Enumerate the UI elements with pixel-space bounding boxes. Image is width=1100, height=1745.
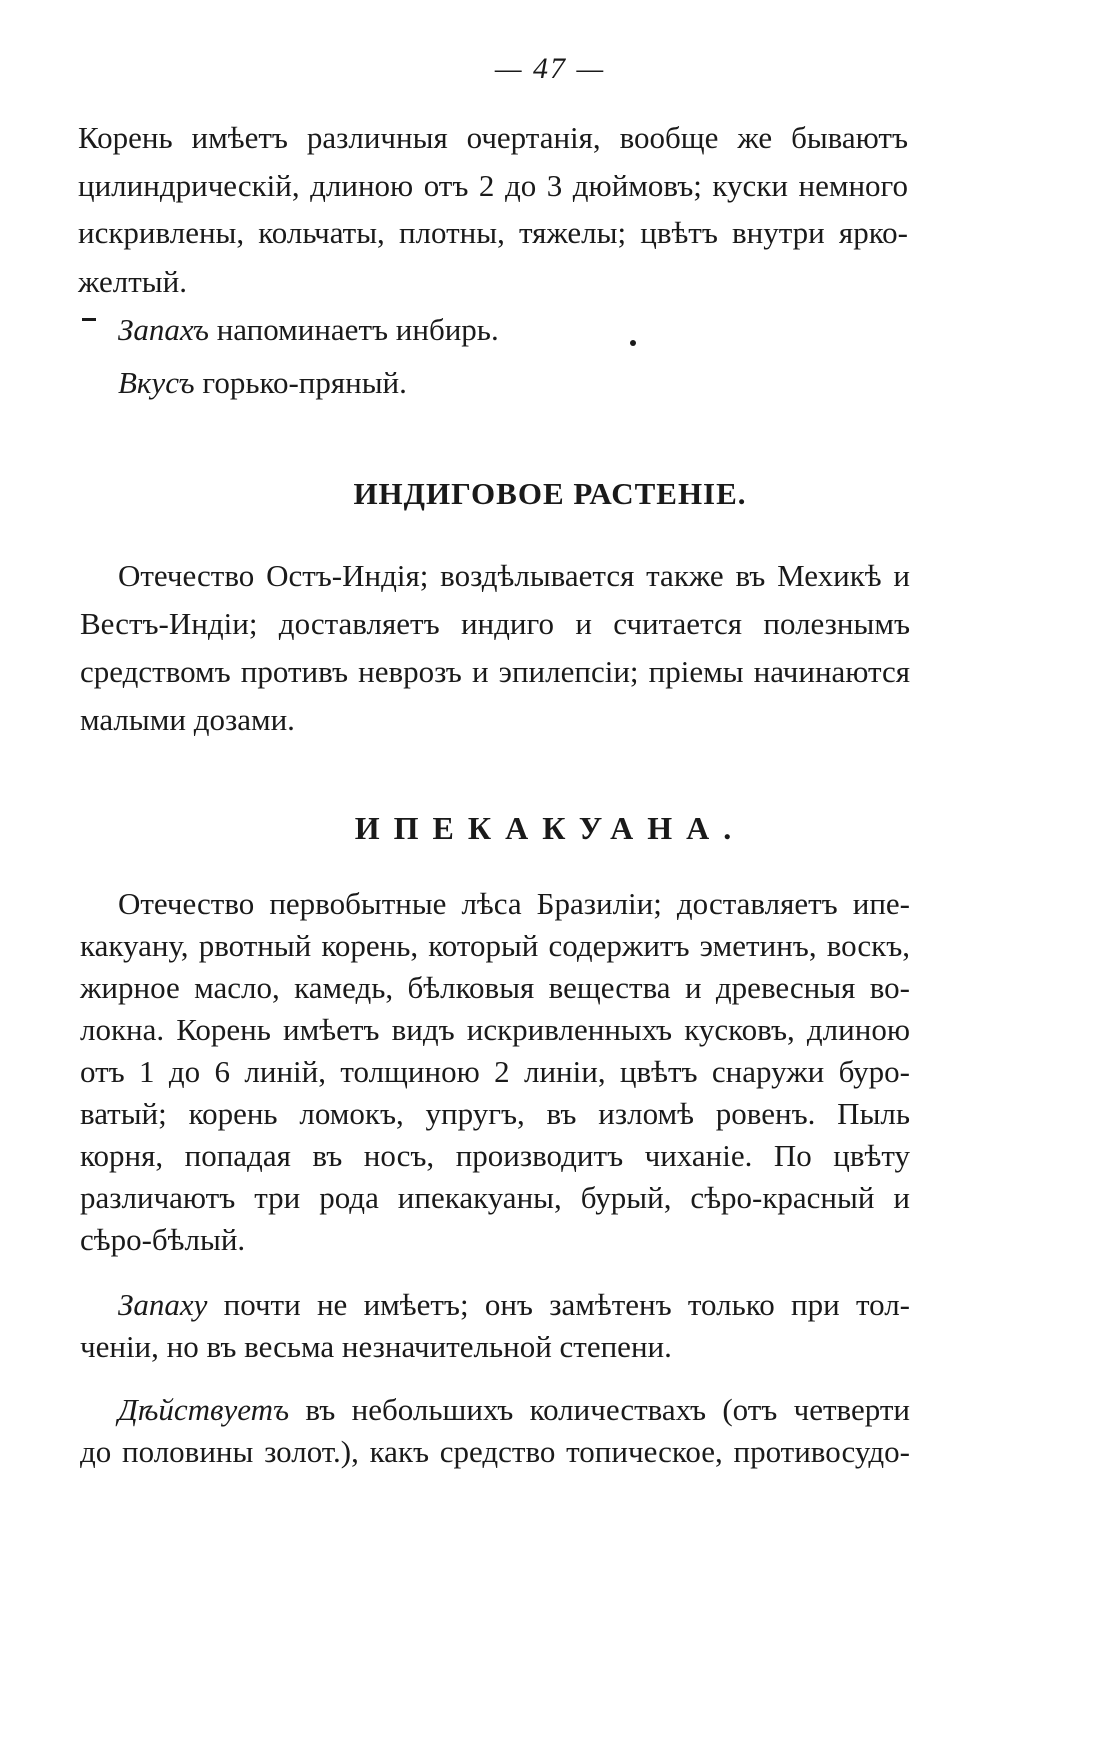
text-line: отъ 1 до 6 линій, толщиною 2 линіи, цвѣтъ снаружи буро- <box>80 1054 910 1089</box>
text-line: цилиндрическій, длиною отъ 2 до 3 дюймовъ; куски немного <box>78 168 908 203</box>
smell-text: почти не имѣетъ; онъ замѣтенъ только при тол- <box>223 1287 910 1322</box>
text-line: какуану, рвотный корень, который содержитъ эметинъ, воскъ, <box>80 928 910 963</box>
text-line: до половины золот.), какъ средство топическое, противосудо- <box>80 1434 910 1469</box>
text-line: ватый; корень ломокъ, упругъ, въ изломѣ ровенъ. Пыль <box>80 1096 910 1131</box>
smell-line <box>118 310 499 350</box>
page-number: — 47 — <box>494 52 606 85</box>
text-line: Отечество Остъ-Индія; воздѣлывается также въ Мехикѣ и <box>118 558 910 593</box>
text-line: различаютъ три рода ипекакуаны, бурый, сѣро-красный и <box>80 1180 910 1215</box>
text-line: сѣро-бѣлый. <box>80 1222 246 1257</box>
text-line: малыми дозами. <box>80 702 295 737</box>
section-heading: ИНДИГОВОЕ РАСТЕНІЕ. <box>353 476 747 511</box>
text-line: искривлены, кольчаты, плотны, тяжелы; цвѣтъ внутри ярко- <box>78 215 908 250</box>
smell-text: напоминаетъ инбирь. <box>216 312 499 347</box>
print-mark <box>82 318 96 321</box>
text-line: средствомъ противъ неврозъ и эпилепсіи; пріемы начинаются <box>80 654 910 689</box>
text-line: ченіи, но въ весьма незначительной степени. <box>80 1329 672 1364</box>
smell-label: Запахъ <box>118 312 209 347</box>
text-line: желтый. <box>78 264 187 299</box>
text-line: локна. Корень имѣетъ видъ искривленныхъ кусковъ, длиною <box>80 1012 910 1047</box>
action-label: Дѣйствуетъ <box>118 1392 290 1427</box>
text-line: Корень имѣетъ различныя очертанія, вообще же бываютъ <box>78 120 908 155</box>
smell-label: Запаху <box>118 1287 208 1322</box>
action-line <box>118 1390 910 1430</box>
taste-label: Вкусъ <box>118 365 195 400</box>
text-line: жирное масло, камедь, бѣлковыя вещества и древесныя во- <box>80 970 910 1005</box>
text-line: Вестъ-Индіи; доставляетъ индиго и считается полезнымъ <box>80 606 910 641</box>
action-text: въ небольшихъ количествахъ (отъ четверти <box>305 1392 910 1427</box>
taste-line <box>118 363 407 403</box>
text-line: Отечество первобытные лѣса Бразиліи; доставляетъ ипе- <box>118 886 910 921</box>
smell-line <box>118 1285 910 1325</box>
text-line: корня, попадая въ носъ, производитъ чиханіе. По цвѣту <box>80 1138 910 1173</box>
section-heading: ИПЕКАКУАНА. <box>354 810 746 846</box>
taste-text: горько-пряный. <box>202 365 407 400</box>
print-mark <box>630 340 636 346</box>
